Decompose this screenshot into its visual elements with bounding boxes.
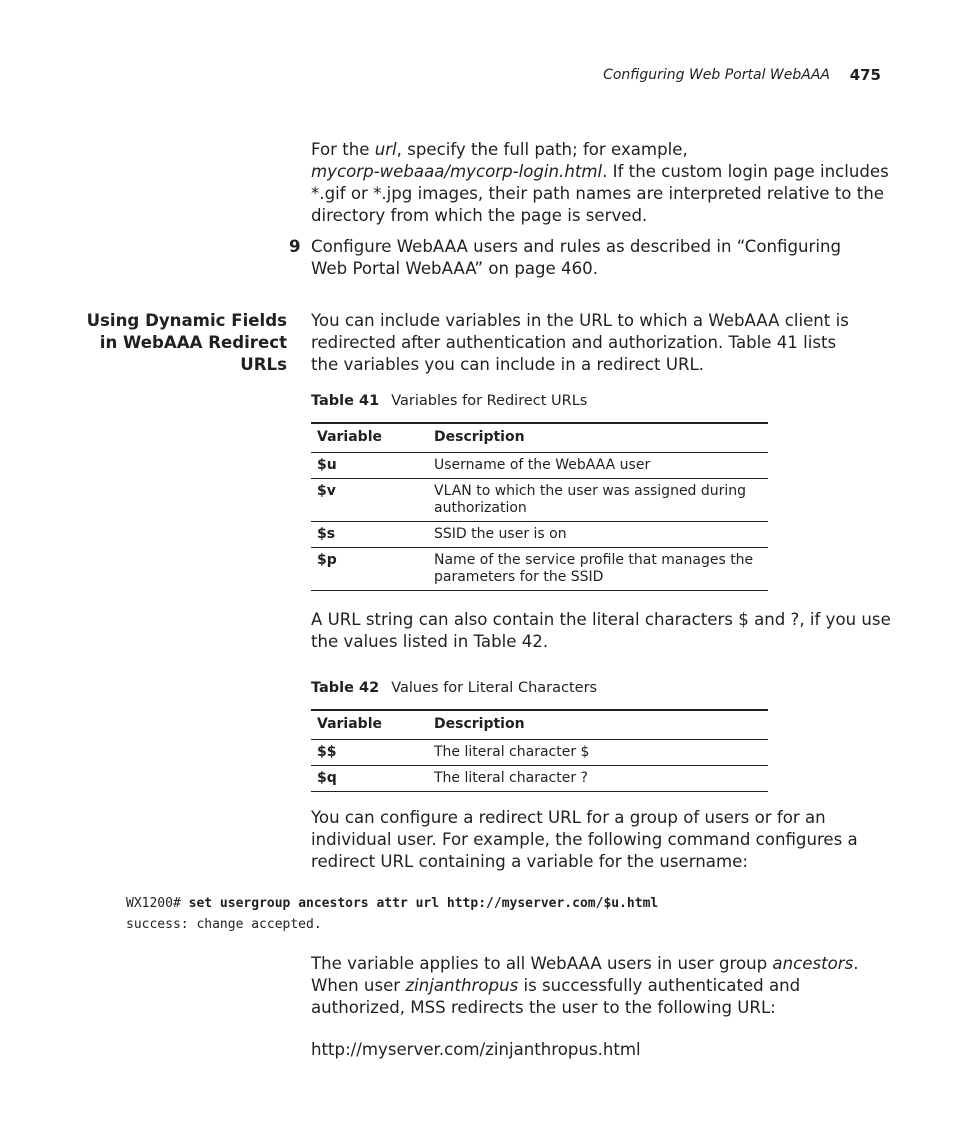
table-row: $$ The literal character $ [311,740,768,766]
example-path: mycorp-webaaa/mycorp-login.html [311,162,603,181]
page-number: 475 [849,66,881,84]
table-row: $s SSID the user is on [311,522,768,548]
table-row: $v VLAN to which the user was assigned during authorization [311,479,768,522]
column-header: Variable [311,423,428,453]
literal-characters-paragraph: A URL string can also contain the literal characters $ and ?, if you use the values listed in Table 42. [311,610,891,651]
running-header-title: Configuring Web Portal WebAAA [603,67,830,83]
step-9-text: Configure WebAAA users and rules as described in “Configuring Web Portal WebAAA” on page 460. [311,237,842,278]
column-header: Variable [311,710,428,740]
table-label: Table 42 [311,680,380,696]
configure-paragraph: You can configure a redirect URL for a group of users or for an individual user. For example, the following command configures a redirect URL containing a variable for the username: [311,808,858,871]
section-heading: Using Dynamic Fields in WebAAA Redirect URLs [86,311,287,374]
code-block [126,893,658,935]
final-paragraph: The variable applies to all WebAAA users in user group ancestors. When user zinjanthropus is successfully authenticated and authorized, MSS redirects the user to the following URL: [311,954,859,1017]
table-41 [311,422,768,591]
user-name: zinjanthropus [405,976,519,995]
table-42-caption: Table 42 Values for Literal Characters [311,680,598,696]
table-row: $p Name of the service profile that manages the parameters for the SSID [311,548,768,591]
url-paragraph: For the url, specify the full path; for example, mycorp-webaaa/mycorp-login.html. If the custom login page includes *.gif or *.jpg images, their path names are interpreted relative to the directory from which the page is served. [311,140,889,225]
table-42 [311,709,768,792]
table-label: Table 41 [311,393,380,409]
section-intro: You can include variables in the URL to which a WebAAA client is redirected after authentication and authorization. Table 41 lists the variables you can include in a redirect URL. [311,311,849,374]
column-header: Description [428,423,768,453]
result-url: http://myserver.com/zinjanthropus.html [311,1040,641,1059]
table-row: $q The literal character ? [311,766,768,792]
cli-command: set usergroup ancestors attr url http://myserver.com/$u.html [188,896,659,911]
step-number: 9 [289,237,301,256]
column-header: Description [428,710,768,740]
cli-output: success: change accepted. [126,917,322,932]
table-row: $u Username of the WebAAA user [311,453,768,479]
cli-prompt: WX1200# [126,896,189,911]
url-term: url [374,140,397,159]
group-name: ancestors [772,954,854,973]
table-41-caption: Table 41 Variables for Redirect URLs [311,393,588,409]
